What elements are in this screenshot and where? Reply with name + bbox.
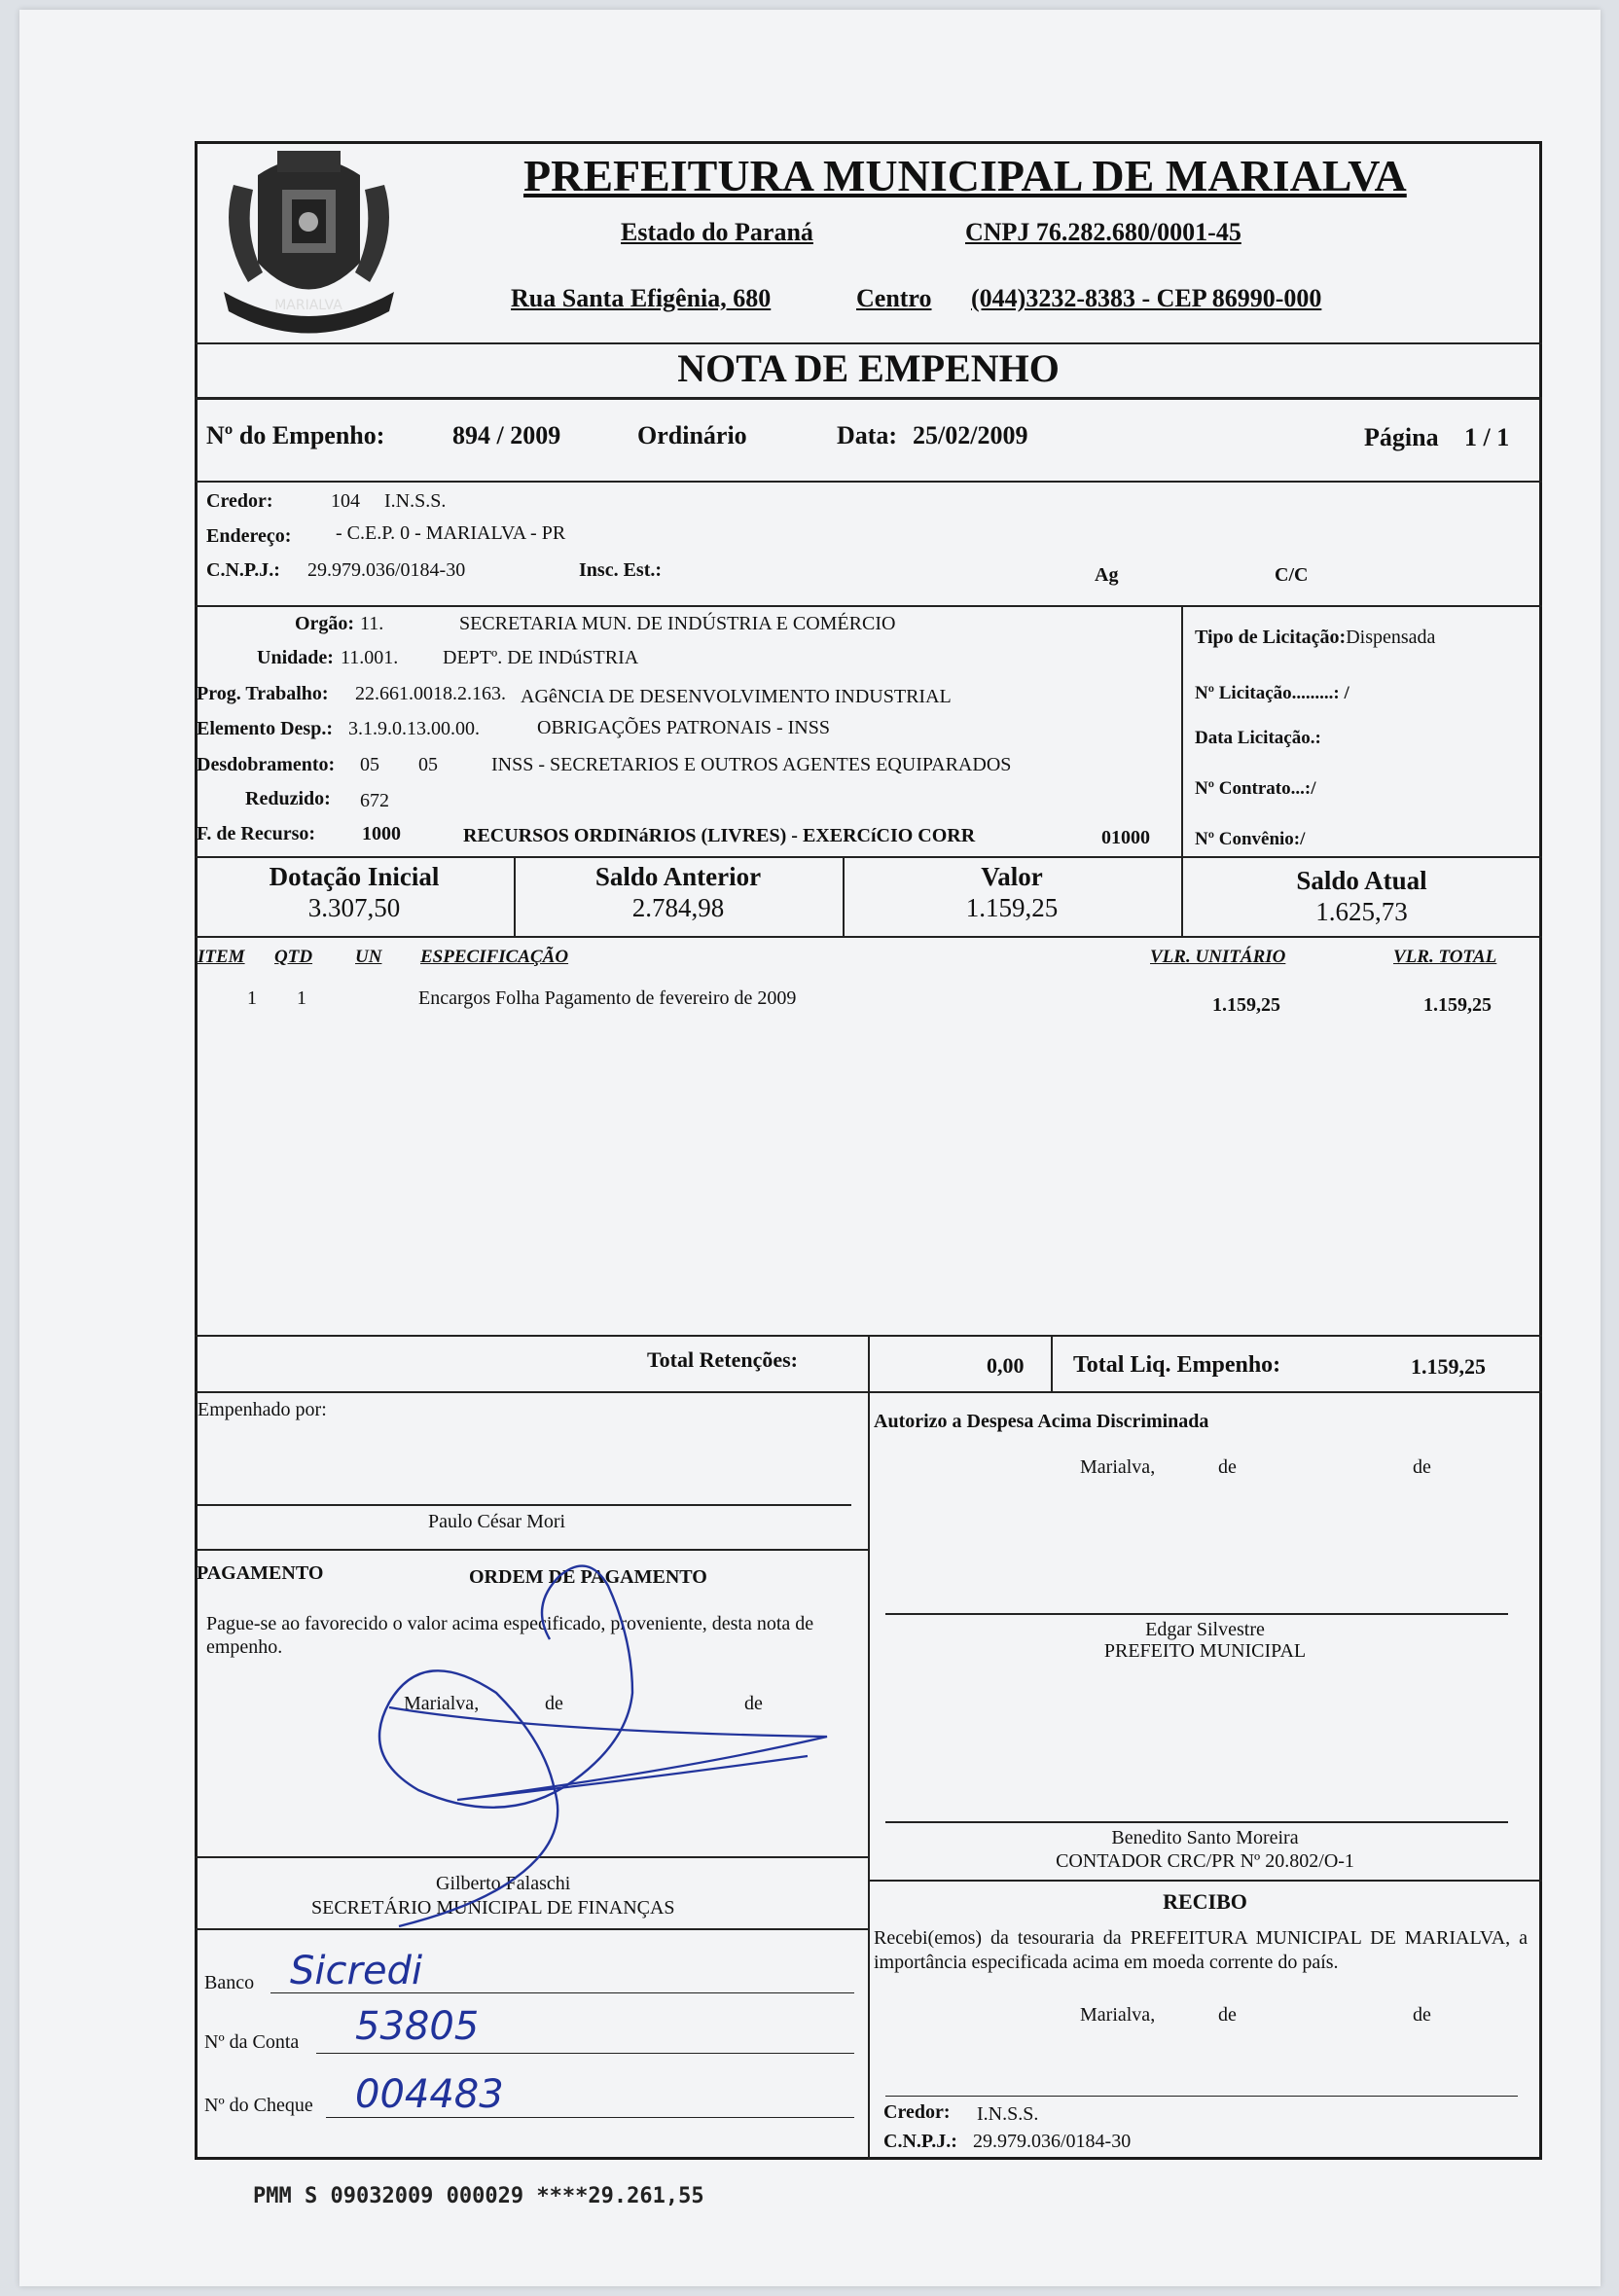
pagamento-title: PAGAMENTO bbox=[197, 1562, 324, 1584]
coat-of-arms-label: MARIALVA bbox=[274, 298, 342, 313]
recibo-cnpj-label: C.N.P.J.: bbox=[883, 2131, 957, 2152]
document-page bbox=[19, 10, 1601, 2286]
tipo-licitacao-label: Tipo de Licitação: bbox=[1195, 627, 1347, 648]
state-name: Estado do Paraná bbox=[621, 218, 813, 246]
dotacao-label: Dotação Inicial bbox=[269, 862, 440, 891]
prog-code: 22.661.0018.2.163. bbox=[355, 683, 506, 704]
un-header: UN bbox=[355, 947, 382, 967]
retencoes-label: Total Retenções: bbox=[647, 1347, 798, 1372]
recibo-de-4: de bbox=[1413, 2004, 1431, 2026]
tipo-licitacao bbox=[1195, 627, 1435, 649]
pagamento-de-b: de bbox=[744, 1693, 763, 1714]
recibo-text: Recebi(emos) da tesouraria da PREFEITURA MUNICIPAL DE MARIALVA, a importância especificada acima em moeda corrente do país. bbox=[874, 1927, 1528, 1973]
desdobramento-label: Desdobramento: bbox=[197, 754, 336, 775]
empenho-number: 894 / 2009 bbox=[452, 421, 561, 449]
elemento-name: OBRIGAÇÕES PATRONAIS - INSS bbox=[537, 717, 830, 738]
endereco-value: - C.E.P. 0 - MARIALVA - PR bbox=[336, 522, 566, 544]
desdobramento-code-1: 05 bbox=[360, 754, 379, 775]
row-especificacao: Encargos Folha Pagamento de fevereiro de 2009 bbox=[418, 987, 797, 1009]
address-phone-cep: (044)3232-8383 - CEP 86990-000 bbox=[971, 284, 1322, 312]
secretario-name: Gilberto Falaschi bbox=[436, 1873, 571, 1894]
prog-label: Prog. Trabalho: bbox=[197, 683, 329, 704]
item-header: ITEM bbox=[198, 947, 245, 967]
reduzido-value: 672 bbox=[360, 790, 389, 811]
autorizo-de-1: de bbox=[1218, 1456, 1237, 1478]
credor-name: I.N.S.S. bbox=[384, 490, 447, 512]
valor-value: 1.159,25 bbox=[965, 893, 1059, 922]
orgao-label: Orgão: bbox=[295, 613, 355, 634]
cheque-value: 004483 bbox=[355, 2072, 504, 2117]
row-qtd: 1 bbox=[297, 987, 306, 1009]
especificacao-header: ESPECIFICAÇÃO bbox=[420, 947, 569, 967]
empenhado-por-name: Paulo César Mori bbox=[428, 1511, 566, 1532]
endereco-label: Endereço: bbox=[206, 525, 292, 547]
ordem-pagamento-title: ORDEM DE PAGAMENTO bbox=[469, 1566, 707, 1588]
unidade-label: Unidade: bbox=[257, 647, 334, 668]
total-liquido-label: Total Liq. Empenho: bbox=[1073, 1352, 1281, 1378]
credor-code: 104 bbox=[331, 490, 360, 512]
convenio-number: Nº Convênio:/ bbox=[1195, 829, 1306, 849]
empenho-number-label: Nº do Empenho: bbox=[206, 421, 385, 449]
desdobramento-name: INSS - SECRETARIOS E OUTROS AGENTES EQUIPARADOS bbox=[491, 754, 1012, 775]
pagamento-de-a: de bbox=[545, 1693, 563, 1714]
autorizo-place: Marialva, bbox=[1080, 1456, 1156, 1478]
document-title: NOTA DE EMPENHO bbox=[677, 346, 1060, 390]
municipality-title: PREFEITURA MUNICIPAL DE MARIALVA bbox=[523, 151, 1407, 200]
unidade-name: DEPTº. DE INDúSTRIA bbox=[443, 647, 639, 668]
cnpj-value: 29.979.036/0184-30 bbox=[307, 559, 466, 581]
empenhado-por-label: Empenhado por: bbox=[198, 1399, 327, 1420]
contador-role: CONTADOR CRC/PR Nº 20.802/O-1 bbox=[1056, 1850, 1354, 1872]
unidade-code: 11.001. bbox=[341, 647, 399, 668]
secretario-role: SECRETÁRIO MUNICIPAL DE FINANÇAS bbox=[311, 1897, 675, 1919]
row-vlr-unitario: 1.159,25 bbox=[1212, 994, 1280, 1016]
page-number: 1 / 1 bbox=[1464, 423, 1510, 451]
conta-value: 53805 bbox=[355, 2004, 480, 2049]
retencoes-value: 0,00 bbox=[987, 1353, 1025, 1378]
conta-label: Nº da Conta bbox=[204, 2031, 300, 2053]
recurso-label: F. de Recurso: bbox=[197, 823, 316, 844]
valor-label: Valor bbox=[981, 862, 1043, 891]
prog-name: AGêNCIA DE DESENVOLVIMENTO INDUSTRIAL bbox=[521, 686, 952, 707]
banco-label: Banco bbox=[204, 1972, 255, 1993]
header-cnpj: CNPJ 76.282.680/0001-45 bbox=[965, 218, 1241, 246]
recibo-credor-name: I.N.S.S. bbox=[977, 2103, 1039, 2125]
cheque-label: Nº do Cheque bbox=[204, 2095, 313, 2116]
prefeito-name: Edgar Silvestre bbox=[1145, 1619, 1265, 1640]
autorizo-text: Autorizo a Despesa Acima Discriminada bbox=[874, 1411, 1209, 1432]
signature-mark-icon bbox=[341, 1547, 846, 1936]
saldo-atual-value: 1.625,73 bbox=[1315, 897, 1408, 926]
empenho-date-label: Data: bbox=[837, 421, 898, 449]
licitacao-date: Data Licitação.: bbox=[1195, 728, 1321, 748]
recibo-de-3: de bbox=[1218, 2004, 1237, 2026]
dotacao-value: 3.307,50 bbox=[307, 893, 401, 922]
contador-name: Benedito Santo Moreira bbox=[1111, 1827, 1299, 1848]
total-liquido-value: 1.159,25 bbox=[1411, 1354, 1486, 1379]
saldo-anterior-label: Saldo Anterior bbox=[594, 862, 762, 891]
saldo-anterior-value: 2.784,98 bbox=[631, 893, 725, 922]
banco-value: Sicredi bbox=[290, 1949, 423, 1993]
elemento-label: Elemento Desp.: bbox=[197, 718, 333, 739]
credor-label: Credor: bbox=[206, 490, 273, 512]
address-district: Centro bbox=[856, 284, 932, 312]
page-label: Página bbox=[1364, 423, 1439, 451]
desdobramento-code-2: 05 bbox=[418, 754, 438, 775]
orgao-name: SECRETARIA MUN. DE INDÚSTRIA E COMÉRCIO bbox=[459, 613, 896, 634]
row-item: 1 bbox=[247, 987, 257, 1009]
orgao-code: 11. bbox=[360, 613, 384, 634]
cnpj-label: C.N.P.J.: bbox=[206, 559, 280, 581]
address-street: Rua Santa Efigênia, 680 bbox=[511, 284, 772, 312]
recibo-place: Marialva, bbox=[1080, 2004, 1156, 2026]
vlr-total-header: VLR. TOTAL bbox=[1393, 947, 1497, 967]
empenho-date: 25/02/2009 bbox=[913, 421, 1028, 449]
contrato-number: Nº Contrato...:/ bbox=[1195, 778, 1316, 799]
recibo-title: RECIBO bbox=[1163, 1889, 1247, 1914]
recurso-name: RECURSOS ORDINáRIOS (LIVRES) - EXERCíCIO CORR bbox=[463, 825, 976, 846]
reduzido-label: Reduzido: bbox=[245, 788, 331, 809]
tipo-licitacao-value: Dispensada bbox=[1346, 627, 1436, 648]
pagamento-text: Pague-se ao favorecido o valor acima especificado, proveniente, desta nota de empenho. bbox=[206, 1613, 814, 1658]
prefeito-role: PREFEITO MUNICIPAL bbox=[1103, 1640, 1307, 1662]
vlr-unitario-header: VLR. UNITÁRIO bbox=[1150, 947, 1286, 967]
autenticacao-stamp: PMM S 09032009 000029 ****29.261,55 bbox=[253, 2184, 704, 2208]
coat-of-arms-icon bbox=[204, 146, 414, 341]
recibo-credor-label: Credor: bbox=[883, 2101, 951, 2123]
autorizo-de-2: de bbox=[1413, 1456, 1431, 1478]
insc-est-label: Insc. Est.: bbox=[579, 559, 663, 581]
recibo-cnpj: 29.979.036/0184-30 bbox=[973, 2131, 1132, 2152]
ag-label: Ag bbox=[1095, 564, 1119, 586]
cc-label: C/C bbox=[1275, 564, 1309, 586]
saldo-atual-label: Saldo Atual bbox=[1296, 866, 1427, 895]
pagamento-place: Marialva, bbox=[404, 1693, 480, 1714]
licitacao-number: Nº Licitação.........: / bbox=[1195, 683, 1349, 703]
row-vlr-total: 1.159,25 bbox=[1423, 994, 1492, 1016]
elemento-code: 3.1.9.0.13.00.00. bbox=[348, 718, 480, 739]
recurso-code: 1000 bbox=[362, 823, 401, 844]
empenho-type: Ordinário bbox=[637, 421, 747, 449]
recurso-extra: 01000 bbox=[1101, 827, 1150, 848]
qtd-header: QTD bbox=[274, 947, 313, 967]
